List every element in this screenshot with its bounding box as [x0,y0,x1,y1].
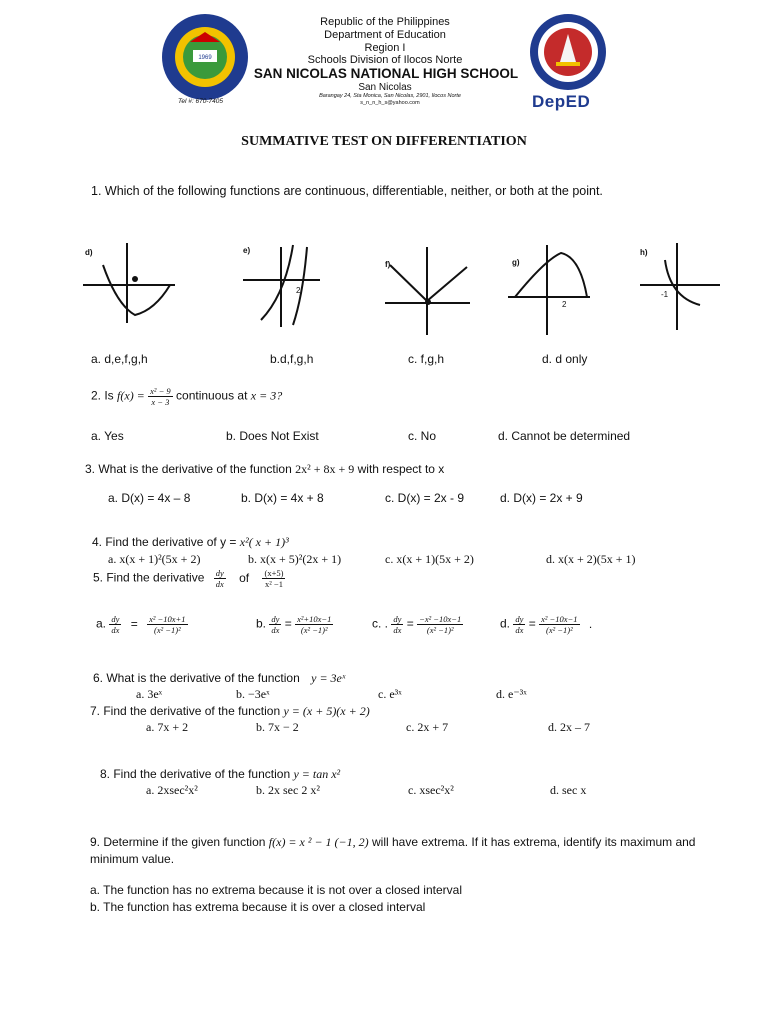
q2-fx: f(x) = [117,388,145,403]
q5-choice-b-den: (x² −1)² [300,625,328,635]
q2-choice-d[interactable]: d. Cannot be determined [498,429,631,443]
q8-choice-c[interactable]: c. xsec²x² [408,783,454,797]
q5-choice-c[interactable]: c. . $\frac{dy}{dx}$ = $\frac{\text{−x² −10x−1}}{\text{(x² −1)²}}$ [372,614,462,635]
question-2 [91,386,282,407]
q2-choice-a[interactable]: a. Yes [91,429,124,443]
header-division: Schools Division of Ilocos Norte [307,54,463,66]
q1-graphs [75,235,735,345]
q7-choice-d[interactable]: d. 2x – 7 [548,720,590,734]
q4-function: x²( x + 1)³ [239,535,289,549]
q5-choice-c-den: (x² −1)² [426,625,454,635]
question-6 [93,671,345,686]
graph-mark-h: -1 [661,290,669,299]
q2-pre: 2. Is [91,388,114,403]
q9-text2: will have extrema. If it has extrema, identify [372,835,602,849]
q5-choice-b[interactable]: b. $\frac{dy}{dx}$ = $\frac{\text{x²+10x−1}}{\text{(x² −1)²}}$ [256,614,332,635]
header-telephone: Tel #: 670-7405 [178,98,223,105]
q4-choice-d[interactable]: d. x(x + 2)(5x + 1) [546,552,636,566]
q8-text: 8. Find the derivative of the function [100,767,291,781]
q5-choice-c-label: c. . [372,616,389,631]
header-town: San Nicolas [358,82,412,93]
question-9 [90,834,730,868]
graph-label-g: g) [512,258,520,267]
q8-choice-a[interactable]: a. 2xsec²x² [146,783,198,797]
q5-choice-b-num: x²+10x−1 [297,614,332,624]
q2-choice-c[interactable]: c. No [408,429,437,443]
school-name: SAN NICOLAS NATIONAL HIGH SCHOOL [253,66,519,81]
q6-function: y = 3eˣ [311,671,346,685]
graph-mark-e: 2 [296,286,301,295]
deped-seal [528,12,608,92]
q9-text3: its maximum and minimum value. [90,835,696,866]
q3-text: 3. What is the derivative of the function [85,462,292,476]
header-email: s_n_n_h_s@yahoo.com [360,100,420,106]
q3-post: with respect to x [357,462,445,476]
q9-choice-a[interactable]: a. The function has no extrema because it is not over a closed interval [90,883,462,897]
q8-function: y = tan x² [293,767,341,781]
q3-choice-a[interactable]: a. D(x) = 4x – 8 [108,491,191,505]
q5-choice-a[interactable]: a. $\frac{dy}{dx}$ = $\frac{\text{x² −10x+1}}{\text{(x² −1)²}}$ [96,614,186,635]
header-address: Barangay 24, Sta Monica, San Nicolas, 2901, Ilocos Norte [319,93,461,99]
q6-choice-a[interactable]: a. 3eˣ [136,687,163,701]
q5-dy: dy [215,568,224,578]
q3-choice-d[interactable]: d. D(x) = 2x + 9 [500,491,583,505]
q3-choice-b[interactable]: b. D(x) = 4x + 8 [241,491,324,505]
seal-year: 1969 [198,55,212,61]
graph-label-e: e) [243,246,251,255]
q1-choice-b[interactable]: b.d,f,g,h [270,352,314,366]
q5-choice-a-den: (x² −1)² [153,625,181,635]
q4-choice-b[interactable]: b. x(x + 5)²(2x + 1) [248,552,342,566]
q6-choice-d[interactable]: d. e⁻³ˣ [496,687,527,701]
q2-post: continuous at [176,388,248,403]
header-region: Region I [364,42,406,54]
graph-label-h: h) [640,248,648,257]
q8-choice-d[interactable]: d. sec x [550,783,587,797]
q5-choice-d-num: x² −10x−1 [541,614,578,624]
q5-end: . [588,616,593,631]
q7-function: y = (x + 5)(x + 2) [283,704,370,718]
graph-label-f: f) [385,260,391,269]
question-1: 1. Which of the following functions are continuous, differentiable, neither, or both at the point. [91,184,603,198]
q3-function: 2x² + 8x + 9 [295,462,355,476]
q4-choice-c[interactable]: c. x(x + 1)(5x + 2) [385,552,474,566]
q1-choice-a[interactable]: a. d,e,f,g,h [91,352,148,366]
q6-text: 6. What is the derivative of the function [93,671,300,685]
q9-function: f(x) = x ² − 1 (−1, 2) [268,835,369,849]
q5-choice-d-label: d. [500,616,511,631]
q5-choice-c-num: −x² −10x−1 [419,614,462,624]
q5-of: of [239,570,250,585]
q5-dx: dx [215,579,224,589]
graph-mark-g: 2 [562,300,567,309]
header-republic: Republic of the Philippines [320,16,450,28]
q9-text1: 9. Determine if the given function [90,835,266,849]
question-4 [92,535,289,550]
q5-choice-a-num: x² −10x+1 [149,614,186,624]
q6-choice-c[interactable]: c. e³ˣ [378,687,402,701]
q5-choice-b-label: b. [256,616,267,631]
test-title: SUMMATIVE TEST ON DIFFERENTIATION [241,134,527,149]
q5-choice-a-label: a. [96,616,107,631]
q2-at: x = 3? [250,388,283,403]
question-5 [93,568,285,589]
q1-choice-c[interactable]: c. f,g,h [408,352,445,366]
q5-fden: x² −1 [264,579,283,589]
deped-logo-text: DepED [532,92,591,111]
q5-fnum: (x+5) [264,568,284,578]
q5-text: 5. Find the derivative [93,570,205,585]
q5-choice-d[interactable]: d. $\frac{dy}{dx}$ = $\frac{\text{x² −10x−1}}{\text{(x² −1)²}}$ . [500,614,593,635]
q1-choice-d[interactable]: d. d only [542,352,588,366]
q9-choice-b[interactable]: b. The function has extrema because it is over a closed interval [90,900,426,914]
q8-choice-b[interactable]: b. 2x sec 2 x² [256,783,320,797]
q7-choice-a[interactable]: a. 7x + 2 [146,720,189,734]
q6-choice-b[interactable]: b. −3eˣ [236,687,270,701]
question-8 [100,767,340,782]
q5-choice-d-den: (x² −1)² [545,625,573,635]
graph-label-d: d) [85,248,93,257]
q7-text: 7. Find the derivative of the function [90,704,281,718]
q7-choice-b[interactable]: b. 7x − 2 [256,720,299,734]
q3-choice-c[interactable]: c. D(x) = 2x - 9 [385,491,465,505]
question-7 [90,704,370,719]
question-3 [85,462,444,477]
header-department: Department of Education [324,29,446,41]
q7-choice-c[interactable]: c. 2x + 7 [406,720,449,734]
q4-choice-a[interactable]: a. x(x + 1)²(5x + 2) [108,552,201,566]
school-seal [160,12,250,102]
q2-choice-b[interactable]: b. Does Not Exist [226,429,319,443]
q4-text: 4. Find the derivative of y = [92,535,237,549]
q2-den: x − 3 [151,397,170,407]
q2-num: x² − 9 [150,386,171,396]
